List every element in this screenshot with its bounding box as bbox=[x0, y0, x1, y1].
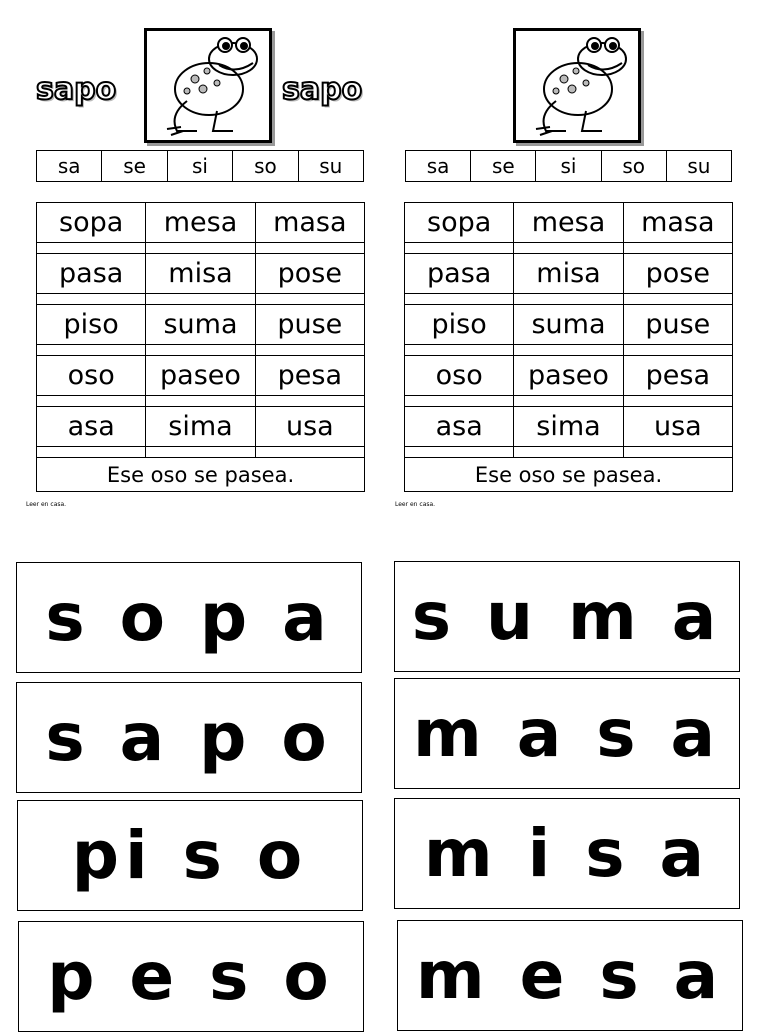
word-cell: mesa bbox=[146, 203, 255, 242]
word-cell: oso bbox=[405, 356, 514, 395]
frog-image-left bbox=[144, 28, 272, 143]
blank-row bbox=[405, 396, 732, 407]
word-table-left bbox=[36, 202, 365, 492]
word-card: m i s a bbox=[394, 798, 740, 909]
word-card: pi s o bbox=[17, 800, 363, 911]
word-cell: paseo bbox=[514, 356, 623, 395]
word-cell: usa bbox=[653, 411, 702, 442]
word-cell: pasa bbox=[405, 254, 514, 293]
word-cell: sopa bbox=[405, 203, 514, 242]
word-card: m e s a bbox=[397, 920, 743, 1031]
blank-row bbox=[405, 345, 732, 356]
blank-row bbox=[37, 447, 364, 458]
word-cell: usa bbox=[285, 411, 334, 442]
syllable-cell: sa bbox=[406, 151, 471, 181]
blank-row bbox=[37, 345, 364, 356]
word-cell: piso bbox=[405, 305, 514, 344]
word-row bbox=[405, 407, 732, 447]
word-row bbox=[405, 254, 732, 294]
footer-note-right: Leer en casa. bbox=[395, 501, 436, 508]
syllable-cell: si bbox=[168, 151, 233, 181]
word-table-right bbox=[404, 202, 733, 492]
word-card: s a p o bbox=[16, 682, 362, 793]
syllable-row-right bbox=[405, 150, 732, 182]
word-cell: pasa bbox=[37, 254, 146, 293]
blank-row bbox=[37, 294, 364, 305]
word-cell: piso bbox=[37, 305, 146, 344]
word-cell: misa bbox=[514, 254, 623, 293]
word-cell: sima bbox=[146, 407, 255, 446]
word-cell: suma bbox=[514, 305, 623, 344]
word-row bbox=[405, 305, 732, 345]
blank-row bbox=[37, 243, 364, 254]
word-cell: pose bbox=[277, 258, 342, 289]
syllable-cell: so bbox=[602, 151, 667, 181]
word-cell: pose bbox=[645, 258, 710, 289]
word-cell: sopa bbox=[37, 203, 146, 242]
word-row bbox=[405, 356, 732, 396]
sapo-label-right: sapo bbox=[282, 72, 363, 107]
word-cell: mesa bbox=[514, 203, 623, 242]
word-cell: asa bbox=[405, 407, 514, 446]
word-card: s o p a bbox=[16, 562, 362, 673]
word-cell: pesa bbox=[277, 360, 342, 391]
syllable-cell: si bbox=[536, 151, 601, 181]
footer-note-left: Leer en casa. bbox=[26, 501, 67, 508]
word-cell: masa bbox=[273, 207, 347, 238]
blank-row bbox=[405, 243, 732, 254]
word-cell: sima bbox=[514, 407, 623, 446]
frog-image-right bbox=[513, 28, 641, 143]
word-row bbox=[37, 254, 364, 294]
syllable-cell: se bbox=[102, 151, 167, 181]
syllable-cell: su bbox=[319, 154, 343, 178]
word-row bbox=[37, 305, 364, 345]
word-card: m a s a bbox=[394, 678, 740, 789]
syllable-cell: su bbox=[687, 154, 711, 178]
sentence: Ese oso se pasea. bbox=[474, 462, 663, 487]
sapo-label-left: sapo bbox=[36, 72, 117, 107]
word-cell: masa bbox=[641, 207, 715, 238]
frog-icon bbox=[516, 31, 638, 140]
word-row bbox=[37, 203, 364, 243]
blank-row bbox=[405, 294, 732, 305]
frog-icon bbox=[147, 31, 269, 140]
syllable-row-left bbox=[36, 150, 364, 182]
syllable-cell: se bbox=[471, 151, 536, 181]
sentence: Ese oso se pasea. bbox=[106, 462, 295, 487]
word-cell: paseo bbox=[146, 356, 255, 395]
word-cell: oso bbox=[37, 356, 146, 395]
blank-row bbox=[37, 396, 364, 407]
word-card: s u m a bbox=[394, 561, 740, 672]
word-row bbox=[405, 203, 732, 243]
word-card: p e s o bbox=[18, 921, 364, 1032]
syllable-cell: sa bbox=[37, 151, 102, 181]
blank-row bbox=[405, 447, 732, 458]
word-cell: puse bbox=[277, 309, 343, 340]
word-row bbox=[37, 407, 364, 447]
syllable-cell: so bbox=[233, 151, 298, 181]
word-cell: pesa bbox=[645, 360, 710, 391]
word-cell: suma bbox=[146, 305, 255, 344]
word-cell: misa bbox=[146, 254, 255, 293]
word-cell: puse bbox=[645, 309, 711, 340]
word-cell: asa bbox=[37, 407, 146, 446]
word-row bbox=[37, 356, 364, 396]
